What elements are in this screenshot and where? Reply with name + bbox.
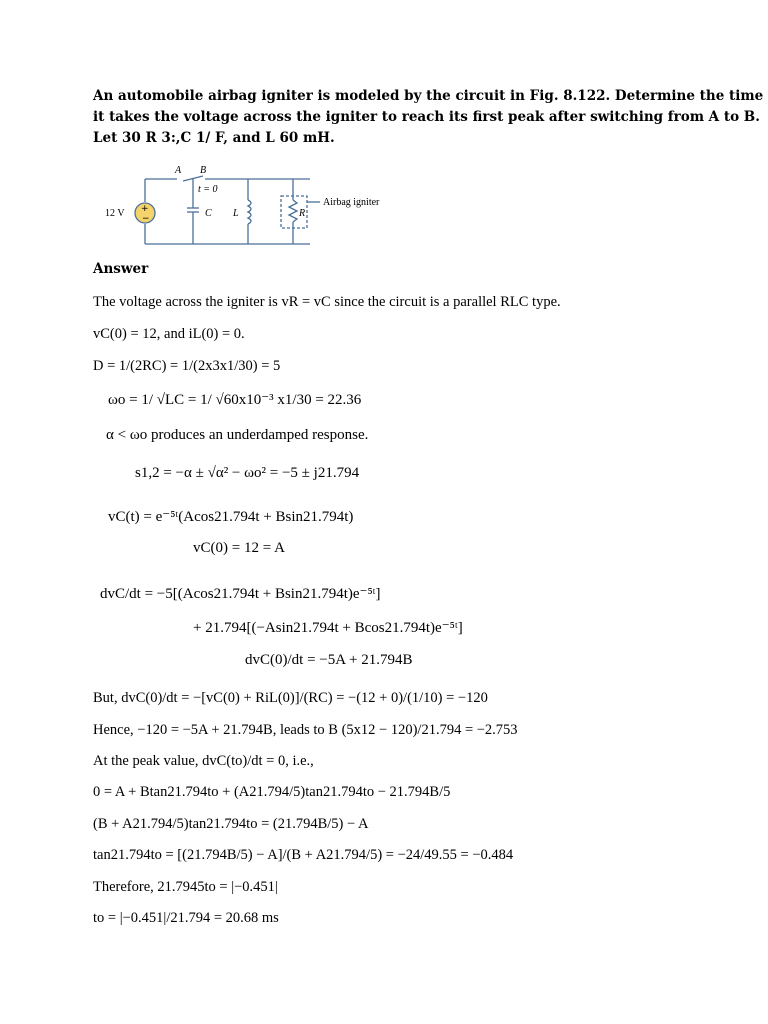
equation-alpha: α < ωo produces an underdamped response. xyxy=(106,427,369,443)
resistor-label: R xyxy=(299,208,306,219)
answer-line-4: But, dvC(0)/dt = −[vC(0) + RiL(0)]/(RC) = −(12 + 0)/(1/10) = −120 xyxy=(93,690,488,706)
equation-roots: s1,2 = −α ± √α² − ωo² = −5 ± j21.794 xyxy=(135,465,360,481)
equation-vc: vC(t) = e⁻⁵ᵗ(Acos21.794t + Bsin21.794t) xyxy=(108,509,354,525)
capacitor-label: C xyxy=(205,208,212,219)
svg-text:−: − xyxy=(142,214,150,224)
equation-derivative-2: + 21.794[(−Asin21.794t + Bcos21.794t)e⁻⁵ᵗ] xyxy=(193,620,463,636)
equation-derivative-3: dvC(0)/dt = −5A + 21.794B xyxy=(245,652,413,668)
answer-line-6: At the peak value, dvC(to)/dt = 0, i.e., xyxy=(93,753,314,769)
answer-line-5: Hence, −120 = −5A + 21.794B, leads to B (5x12 − 120)/21.794 = −2.753 xyxy=(93,722,518,738)
answer-line-7: 0 = A + Btan21.794to + (A21.794/5)tan21.794to − 21.794B/5 xyxy=(93,784,451,800)
answer-line-10: Therefore, 21.7945to = |−0.451| xyxy=(93,879,278,895)
equation-derivative-1: dvC/dt = −5[(Acos21.794t + Bsin21.794t)e⁻⁵ᵗ] xyxy=(100,586,381,602)
problem-line-1: An automobile airbag igniter is modeled by the circuit in Fig. 8.122. Determine the time xyxy=(93,88,764,104)
answer-line-2: vC(0) = 12, and iL(0) = 0. xyxy=(93,326,245,342)
source-label: 12 V xyxy=(105,208,125,219)
inductor-label: L xyxy=(233,208,239,219)
switch-time-label: t = 0 xyxy=(198,184,218,195)
equation-vc0: vC(0) = 12 = A xyxy=(193,540,285,556)
answer-line-8: (B + A21.794/5)tan21.794to = (21.794B/5) − A xyxy=(93,816,369,832)
answer-line-3: D = 1/(2RC) = 1/(2x3x1/30) = 5 xyxy=(93,358,281,374)
problem-statement xyxy=(93,86,764,149)
problem-line-2: it takes the voltage across the igniter to reach its first peak after switching from A to B. xyxy=(93,109,760,125)
answer-line-11: to = |−0.451|/21.794 = 20.68 ms xyxy=(93,910,279,926)
equation-omega: ωo = 1/ √LC = 1/ √60x10⁻³ x1/30 = 22.36 xyxy=(108,392,362,408)
problem-line-3: Let 30 R 3:,C 1/ F, and L 60 mH. xyxy=(93,130,335,146)
switch-a-label: A xyxy=(175,165,182,176)
svg-text:+: + xyxy=(141,204,149,214)
answer-line-1: The voltage across the igniter is vR = vC since the circuit is a parallel RLC type. xyxy=(93,294,561,310)
answer-line-9: tan21.794to = [(21.794B/5) − A]/(B + A21.794/5) = −24/49.55 = −0.484 xyxy=(93,847,514,863)
switch-b-label: B xyxy=(200,165,207,176)
circuit-diagram xyxy=(105,164,405,249)
answer-heading: Answer xyxy=(93,261,149,277)
igniter-label: Airbag igniter xyxy=(323,197,380,208)
